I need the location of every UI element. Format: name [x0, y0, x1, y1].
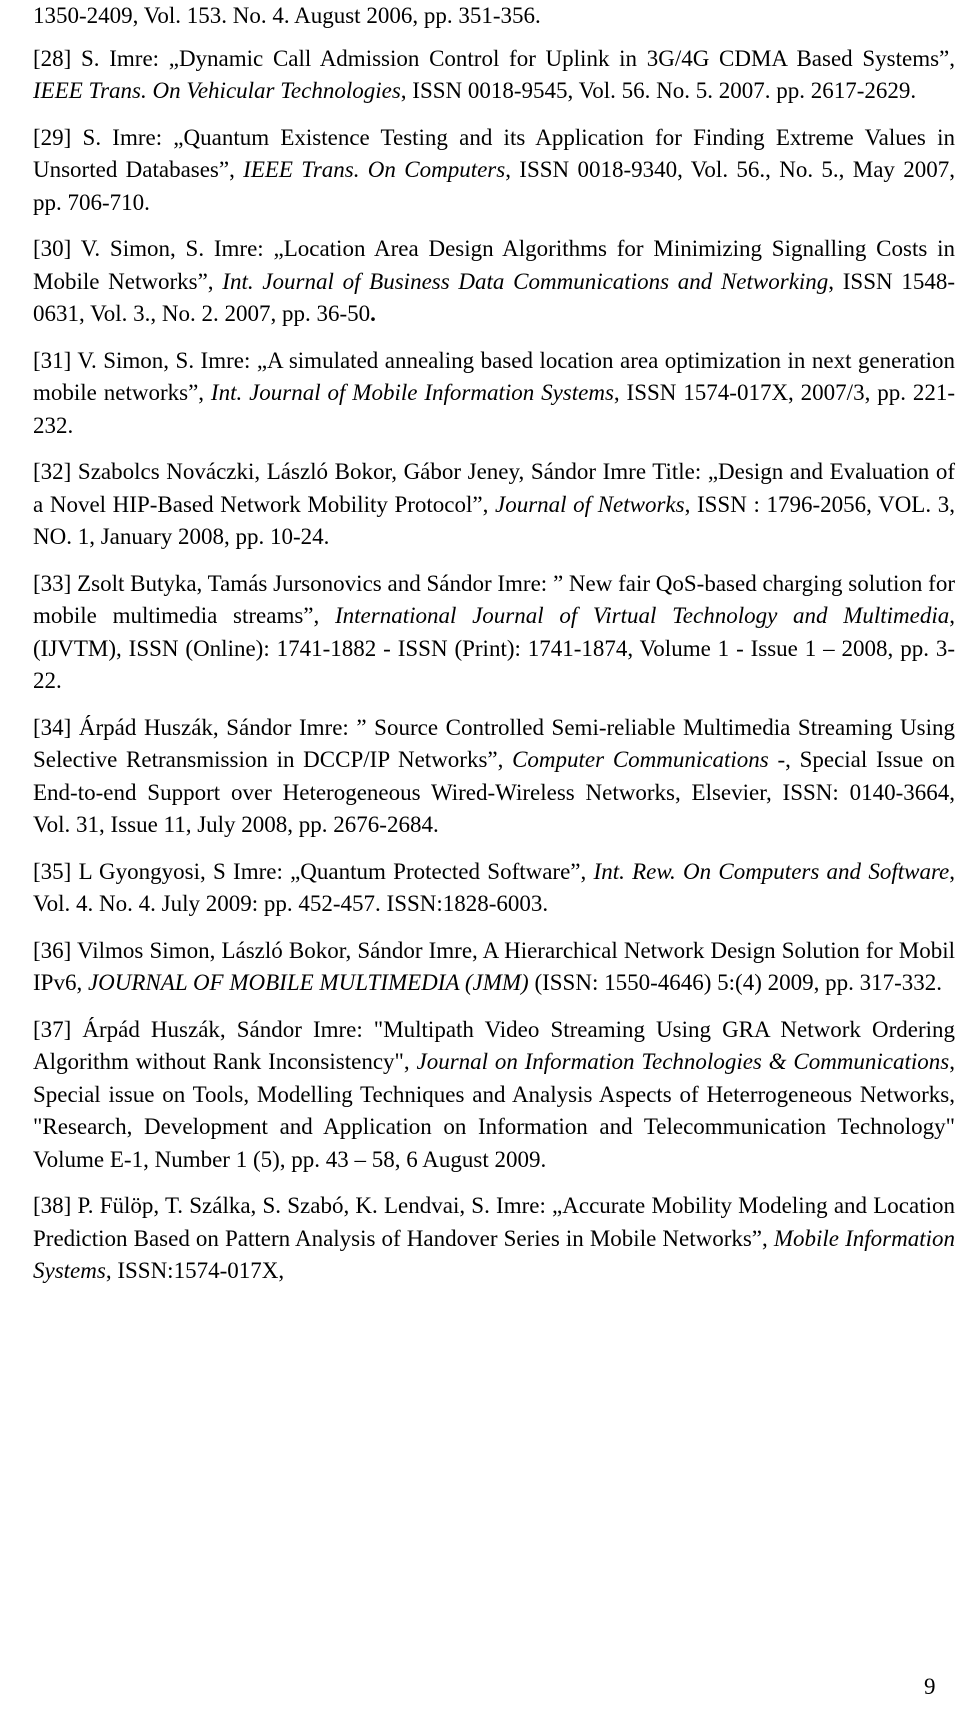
- reference-entry: [33, 233, 955, 331]
- reference-entry: [33, 345, 955, 443]
- reference-text: , ISSN 0018-9340, Vol. 56., No. 5., May 2007, pp. 706-710.: [33, 157, 955, 215]
- reference-source-title: Int. Journal of Business Data Communications and Networking: [222, 268, 829, 294]
- reference-text: (ISSN: 1550-4646) 5:(4) 2009, pp. 317-332.: [528, 970, 943, 995]
- reference-text: [32] Szabolcs Nováczki, László Bokor, Gábor Jeney, Sándor Imre Title: „Design and Evaluation of a Novel HIP-Based Network Mobility Protocol”,: [33, 459, 955, 517]
- reference-text: , Special issue on Tools, Modelling Techniques and Analysis Aspects of Heterrogeneous Networks, "Research, Development and Application on Information and Telecommunication Technology" Volume E-1, Number 1 (5), pp. 43 – 58, 6 August 2009.: [33, 1049, 956, 1172]
- reference-text: [35] L Gyongyosi, S Imre: „Quantum Protected Software”,: [33, 858, 594, 884]
- reference-entry: [33, 568, 955, 698]
- reference-source-title: JOURNAL OF MOBILE MULTIMEDIA (JMM): [87, 970, 529, 995]
- reference-text: [31] V. Simon, S. Imre: „A simulated annealing based location area optimization in next generation mobile networks”,: [33, 347, 955, 405]
- reference-text: -, Special Issue on End-to-end Support over Heterogeneous Wired-Wireless Networks, Elsevier, ISSN: 0140-3664, Vol. 31, Issue 11, July 2008, pp. 2676-2684.: [33, 747, 955, 837]
- reference-continuation: [33, 0, 955, 33]
- page-number: 9: [924, 1674, 936, 1699]
- reference-text: , ISSN 1574-017X, 2007/3, pp. 221-232.: [33, 380, 955, 438]
- reference-text: [36] Vilmos Simon, László Bokor, Sándor Imre, A Hierarchical Network Design Solution for Mobil IPv6,: [33, 937, 955, 995]
- reference-text: [37] Árpád Huszák, Sándor Imre: "Multipath Video Streaming Using GRA Network Ordering Algorithm without Rank Inconsistency",: [33, 1016, 955, 1074]
- reference-entry: [33, 456, 955, 554]
- reference-source-title: Computer Communications: [512, 747, 769, 772]
- reference-text: [30] V. Simon, S. Imre: „Location Area Design Algorithms for Minimizing Signalling Costs in Mobile Networks”,: [33, 236, 955, 294]
- reference-text: [38] P. Fülöp, T. Szálka, S. Szabó, K. Lendvai, S. Imre: „Accurate Mobility Modeling and Location Prediction Based on Pattern Analysis of Handover Series in Mobile Networks”,: [33, 1193, 955, 1251]
- reference-text: [28] S. Imre: „Dynamic Call Admission Control for Uplink in 3G/4G CDMA Based Systems”,: [33, 45, 955, 71]
- reference-text: .: [370, 301, 376, 326]
- reference-source-title: Journal of Networks: [495, 491, 685, 517]
- reference-text: , ISSN 1548-0631, Vol. 3., No. 2. 2007, pp. 36-50: [33, 268, 956, 326]
- reference-source-title: Journal on Information Technologies & Communications: [416, 1049, 950, 1074]
- reference-text: , (IJVTM), ISSN (Online): 1741-1882 - ISSN (Print): 1741-1874, Volume 1 - Issue 1 – 2008, pp. 3-22.: [33, 603, 955, 693]
- reference-text: [34] Árpád Huszák, Sándor Imre: ” Source Controlled Semi-reliable Multimedia Streaming Using Selective Retransmission in DCCP/IP Networks”,: [33, 714, 955, 772]
- reference-text: , ISSN:1574-017X,: [105, 1258, 285, 1283]
- reference-entry: [33, 856, 955, 921]
- reference-text: [29] S. Imre: „Quantum Existence Testing and its Application for Finding Extreme Values in Unsorted Databases”,: [33, 124, 955, 182]
- reference-text: , Vol. 4. No. 4. July 2009: pp. 452-457. ISSN:1828-6003.: [33, 858, 955, 916]
- reference-source-title: Int. Journal of Mobile Information Systems: [210, 380, 614, 405]
- reference-entry: [33, 712, 955, 842]
- reference-source-title: Mobile Information Systems: [33, 1225, 955, 1283]
- reference-entry: [33, 43, 955, 108]
- reference-entry: [33, 1190, 955, 1288]
- reference-list: [33, 0, 955, 1302]
- reference-text: [33] Zsolt Butyka, Tamás Jursonovics and Sándor Imre: ” New fair QoS-based charging solution for mobile multimedia streams”,: [33, 570, 955, 628]
- reference-entry: [33, 935, 955, 1000]
- reference-text: , ISSN : 1796-2056, VOL. 3, NO. 1, January 2008, pp. 10-24.: [33, 491, 955, 549]
- reference-entry: [33, 122, 955, 220]
- reference-source-title: Int. Rew. On Computers and Software: [593, 858, 950, 884]
- reference-source-title: International Journal of Virtual Technology and Multimedia: [334, 603, 950, 628]
- reference-source-title: IEEE Trans. On Vehicular Technologies: [33, 78, 401, 103]
- reference-text: 1350-2409, Vol. 153. No. 4. August 2006, pp. 351-356.: [33, 3, 541, 28]
- reference-source-title: IEEE Trans. On Computers: [243, 157, 506, 182]
- reference-text: , ISSN 0018-9545, Vol. 56. No. 5. 2007. pp. 2617-2629.: [400, 78, 917, 103]
- reference-entry: [33, 1014, 955, 1177]
